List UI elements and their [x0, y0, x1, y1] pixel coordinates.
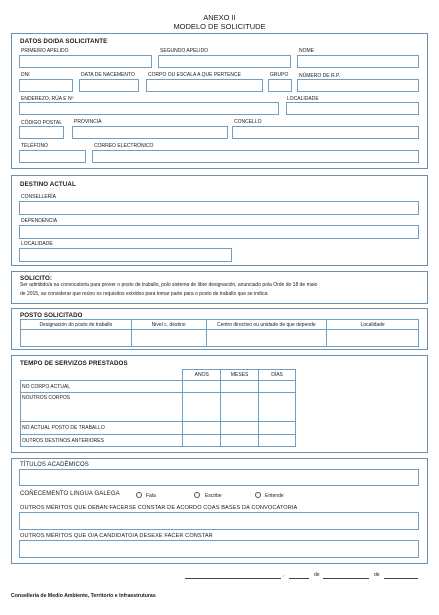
address-label: ENDEREZO, RÚA E Nº — [21, 96, 74, 102]
service-row-label: NO ACTUAL POSTO DE TRABALLO — [21, 422, 183, 435]
service-header-months: MESES — [221, 370, 259, 381]
second-surname-field[interactable] — [158, 55, 291, 68]
council-label: CONCELLO — [234, 119, 262, 125]
applicant-title: DATOS DO/DA SOLICITANTE — [20, 38, 108, 45]
corps-label: CORPO OU ESCALA A QUE PERTENCE — [148, 72, 241, 78]
signature-month-line[interactable] — [323, 578, 369, 579]
post-header-designation: Designación do posto de traballo — [21, 320, 132, 330]
service-cell[interactable] — [259, 381, 296, 393]
second-surname-label: SEGUNDO APELIDO — [160, 48, 209, 54]
annex-title: ANEXO II — [203, 13, 236, 22]
ministry-label: CONSELLERÍA — [21, 194, 57, 200]
service-cell[interactable] — [183, 422, 221, 435]
department-field[interactable] — [19, 225, 419, 239]
other-merits-base-title: OUTROS MÉRITOS QUE DEBAN FACERSE CONSTAR DE ACORDO COAS BASES DA CONVOCATORIA — [20, 505, 298, 511]
signature-place-line[interactable] — [185, 578, 281, 579]
service-cell[interactable] — [221, 393, 259, 422]
service-header-days: DÍAS — [259, 370, 296, 381]
dni-field[interactable] — [19, 79, 73, 92]
post-designation-cell[interactable] — [21, 330, 132, 347]
name-field[interactable] — [297, 55, 419, 68]
language-title: COÑECEMENTO LINGUA GALEGA — [20, 491, 120, 497]
request-title: SOLICITO: — [20, 275, 53, 282]
writes-label: Escribe — [205, 493, 222, 499]
service-cell[interactable] — [183, 381, 221, 393]
academic-title: TÍTULOS ACADÉMICOS — [20, 462, 89, 468]
dni-label: DNI — [21, 72, 30, 78]
form-subtitle: MODELO DE SOLICITUDE — [173, 22, 266, 31]
phone-field[interactable] — [19, 150, 86, 163]
council-field[interactable] — [232, 126, 419, 139]
request-line-2: de 2015, ao considerar que reúno os requisitos exixidos para tomar parte para o posto de traballo que se indica: — [20, 291, 269, 297]
rp-field[interactable] — [297, 79, 419, 92]
province-label: PROVINCIA — [74, 119, 102, 125]
post-unit-cell[interactable] — [206, 330, 327, 347]
current-post-title: DESTINO ACTUAL — [20, 181, 76, 188]
signature-de-2: de — [374, 572, 380, 578]
province-field[interactable] — [72, 126, 228, 139]
service-corner — [21, 370, 183, 381]
service-table — [20, 369, 296, 447]
post-header-locality: Localidade — [327, 320, 419, 330]
rp-label: NÚMERO DE R.P. — [299, 73, 341, 79]
first-surname-label: PRIMEIRO APELIDO — [21, 48, 69, 54]
service-cell[interactable] — [221, 381, 259, 393]
email-field[interactable] — [92, 150, 419, 163]
service-row-label: NO CORPO ACTUAL — [21, 381, 183, 393]
requested-post-table — [20, 319, 419, 347]
service-cell[interactable] — [259, 393, 296, 422]
phone-label: TELÉFONO — [21, 143, 48, 149]
birth-date-field[interactable] — [79, 79, 139, 92]
service-cell[interactable] — [183, 393, 221, 422]
birth-date-label: DATA DE NACEMENTO — [81, 72, 135, 78]
post-header-level: Nivel c. destino — [131, 320, 206, 330]
applicant-section — [11, 33, 428, 169]
address-field[interactable] — [19, 102, 279, 115]
current-locality-label: LOCALIDADE — [21, 241, 53, 247]
request-line-1: Ser admitido/a na convocatoria para prover o posto de traballo, polo sistema de libre designación, anunciado pola Orde do 18 de maio — [20, 282, 318, 288]
understands-label: Entende — [265, 493, 284, 499]
service-cell[interactable] — [259, 435, 296, 447]
group-label: GRUPO — [270, 72, 289, 78]
other-merits-base-field[interactable] — [19, 512, 419, 530]
post-level-cell[interactable] — [131, 330, 206, 347]
postal-code-label: CÓDIGO POSTAL — [21, 120, 63, 126]
postal-code-field[interactable] — [19, 126, 64, 139]
requested-post-title: POSTO SOLICITADO — [20, 312, 83, 319]
service-row-label: OUTROS DESTINOS ANTERIORES — [21, 435, 183, 447]
department-label: DEPENDENCIA — [21, 218, 58, 224]
signature-day-line[interactable] — [289, 578, 309, 579]
service-cell[interactable] — [183, 435, 221, 447]
current-locality-field[interactable] — [19, 248, 232, 262]
writes-radio[interactable] — [194, 492, 200, 498]
service-row-label: NOUTROS CORPOS — [21, 393, 183, 422]
signature-de-1: de — [314, 572, 320, 578]
understands-radio[interactable] — [255, 492, 261, 498]
name-label: NOME — [299, 48, 314, 54]
service-title: TEMPO DE SERVIZOS PRESTADOS — [20, 360, 128, 367]
email-label: CORREO ELECTRÓNICO — [94, 143, 154, 149]
academic-field[interactable] — [19, 469, 419, 486]
service-cell[interactable] — [221, 435, 259, 447]
service-cell[interactable] — [221, 422, 259, 435]
post-header-unit: Centro directivo ou unidade de que depende — [206, 320, 327, 330]
ministry-field[interactable] — [19, 201, 419, 215]
speaks-radio[interactable] — [136, 492, 142, 498]
other-merits-candidate-title: OUTROS MÉRITOS QUE O/A CANDIDATO/A DESEXE FACER CONSTAR — [20, 533, 213, 539]
signature-year-line[interactable] — [384, 578, 418, 579]
corps-field[interactable] — [146, 79, 263, 92]
speaks-label: Fala — [146, 493, 156, 499]
post-locality-cell[interactable] — [327, 330, 419, 347]
locality-field[interactable] — [286, 102, 419, 115]
locality-label: LOCALIDADE — [287, 96, 319, 102]
service-header-years: ANOS — [183, 370, 221, 381]
group-field[interactable] — [268, 79, 292, 92]
first-surname-field[interactable] — [19, 55, 152, 68]
footer-organization: Consellería de Medio Ambiente, Territorio e Infraestruturas — [11, 593, 156, 599]
service-cell[interactable] — [259, 422, 296, 435]
signature-comma: , — [283, 572, 285, 578]
other-merits-candidate-field[interactable] — [19, 540, 419, 558]
